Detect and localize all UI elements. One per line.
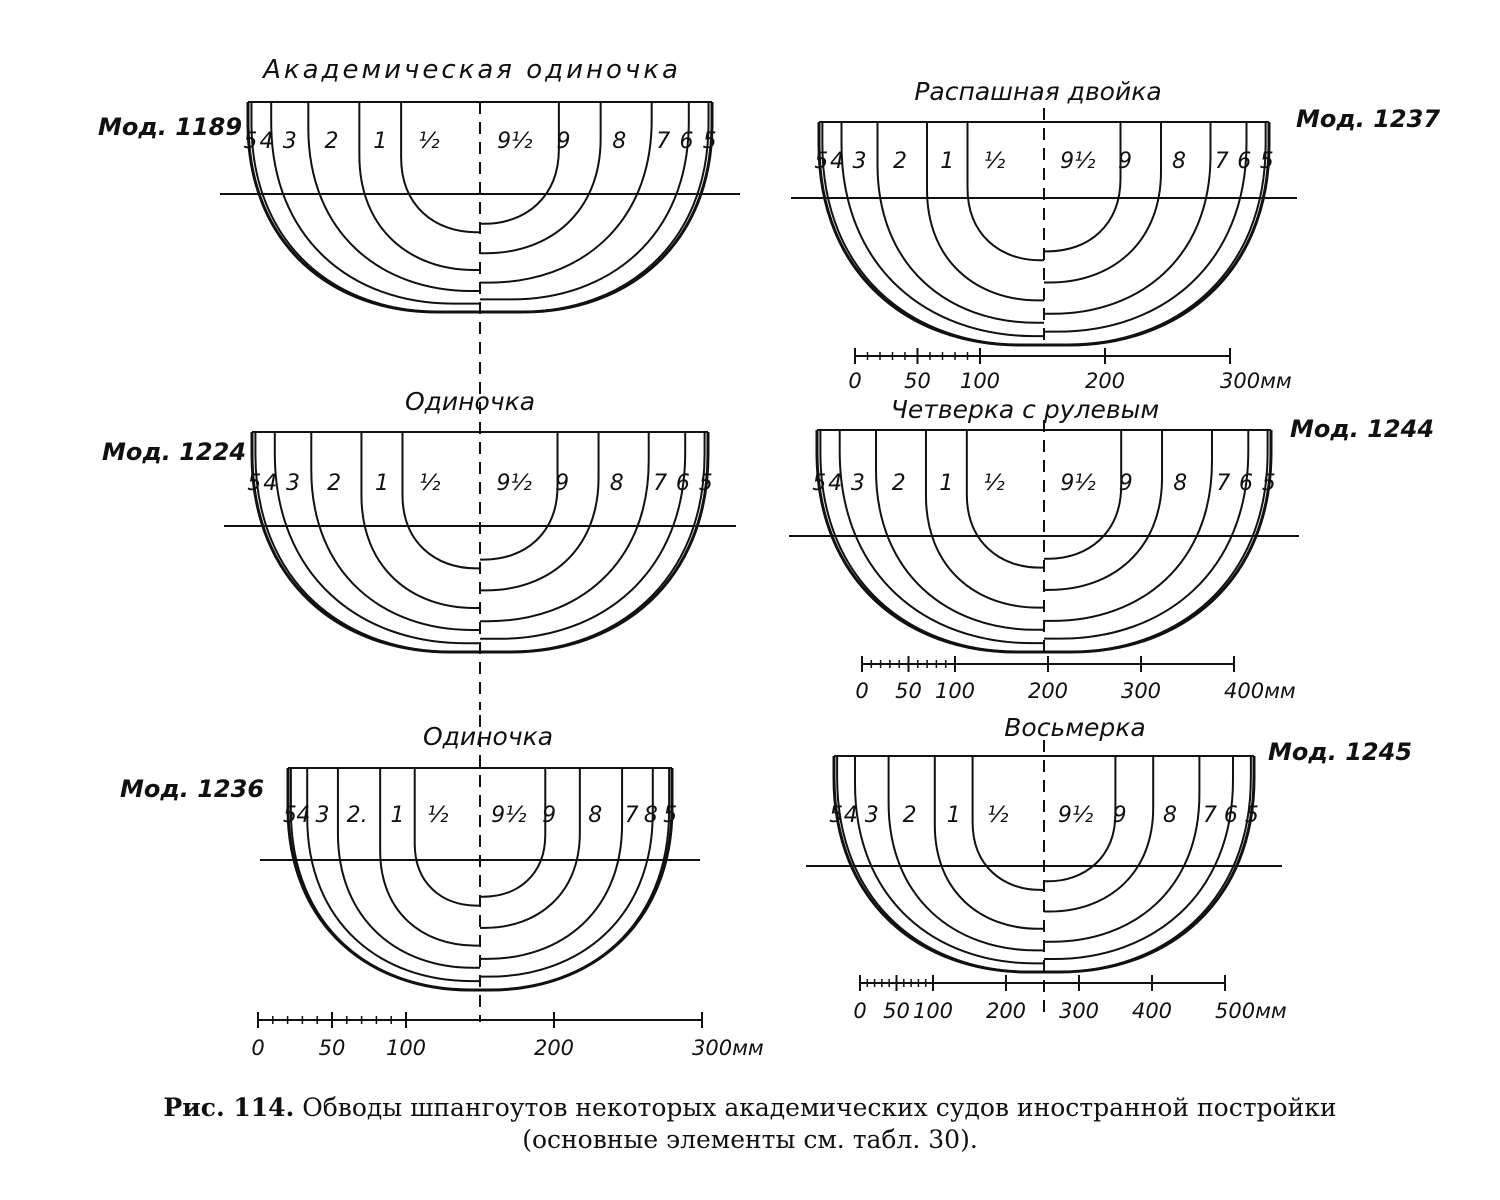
station-number-label: 2	[327, 471, 342, 496]
station-number-label: 9½	[497, 129, 533, 154]
station-number-label: 9	[555, 471, 570, 496]
station-number-label: 7	[624, 803, 639, 828]
model-label: Мод. 1245	[1268, 738, 1413, 766]
frame-station-9	[1044, 756, 1199, 942]
station-number-label: 1	[373, 129, 388, 154]
frame-station-5	[380, 768, 480, 946]
station-number-label: 4	[843, 803, 858, 828]
station-number-label: 4	[830, 149, 844, 174]
frame-station-6	[968, 122, 1045, 260]
station-number-label: 8	[1173, 471, 1188, 496]
frame-station-5	[359, 102, 480, 270]
frame-station-10	[1044, 430, 1248, 639]
station-number-label: 9	[1118, 149, 1132, 174]
scale-bar	[251, 1012, 764, 1060]
station-number-label: 9	[1112, 803, 1127, 828]
station-number-label: 5	[1261, 471, 1276, 496]
station-number-label: 5	[243, 129, 258, 154]
panel-mod-1189	[98, 55, 740, 375]
station-number-label: 2.	[346, 803, 368, 828]
scale-tick-label: 200	[985, 999, 1027, 1023]
scale-tick-label: 0	[848, 369, 862, 393]
frame-station-10	[480, 768, 653, 977]
scale-tick-label: 300	[1058, 999, 1100, 1023]
panel-mod-1245	[806, 713, 1412, 1023]
station-number-label: 5	[1259, 149, 1274, 174]
panel-title: Одиночка	[404, 387, 536, 416]
station-number-label: 5	[247, 471, 262, 496]
station-number-label: 5	[1244, 803, 1259, 828]
panel-title: Одиночка	[422, 722, 554, 751]
station-number-label: 9½	[496, 471, 532, 496]
station-number-label: 8	[609, 471, 624, 496]
frame-station-9	[1044, 430, 1212, 621]
station-number-label: 3	[286, 471, 301, 496]
caption-line-2: (основные элементы см. табл. 30).	[522, 1125, 978, 1154]
frame-station-7	[480, 768, 545, 897]
station-number-label: 2	[891, 471, 906, 496]
station-number-label: 2	[324, 129, 339, 154]
scale-tick-label: 50	[904, 369, 931, 393]
station-number-label: 6	[1239, 471, 1254, 496]
station-number-label: 5	[812, 471, 827, 496]
scale-tick-label: 200	[1084, 369, 1126, 393]
frame-station-8	[1044, 430, 1162, 590]
scale-tick-label: 50	[318, 1036, 346, 1060]
station-number-label: 1	[939, 471, 954, 496]
scale-tick-label: 100	[912, 999, 954, 1023]
station-number-label: ½	[418, 129, 440, 154]
station-number-label: 3	[282, 129, 297, 154]
scale-tick-label: 300мм	[692, 1036, 764, 1060]
scale-tick-label: 50	[895, 679, 922, 703]
station-number-label: ½	[419, 471, 441, 496]
station-number-label: 3	[850, 471, 865, 496]
station-number-label: 6	[1237, 149, 1252, 174]
panel-title: Распашная двойка	[914, 77, 1162, 106]
scale-bar	[853, 975, 1287, 1023]
frame-station-5	[926, 430, 1044, 608]
frame-station-4	[338, 768, 480, 968]
frame-station-2	[255, 432, 480, 652]
frame-station-6	[402, 432, 480, 568]
station-number-label: 9½	[1060, 149, 1096, 174]
station-number-label: 7	[653, 471, 668, 496]
model-label: Мод. 1244	[1290, 415, 1435, 443]
frame-station-8	[1044, 122, 1161, 283]
station-number-label: 5	[702, 129, 717, 154]
station-number-label: 3	[852, 149, 867, 174]
station-number-label: 3	[315, 803, 330, 828]
scale-tick-label: 100	[385, 1036, 427, 1060]
station-number-label: 4	[263, 471, 278, 496]
frame-station-6	[415, 768, 480, 906]
station-number-label: 1	[374, 471, 389, 496]
station-number-label: 6	[679, 129, 694, 154]
scale-tick-label: 200	[533, 1036, 575, 1060]
scale-tick-label: 400мм	[1224, 679, 1296, 703]
station-number-label: 1	[390, 803, 405, 828]
scale-bar	[855, 656, 1296, 703]
scale-bar	[848, 348, 1292, 393]
frame-station-2	[291, 768, 480, 990]
frame-station-8	[1044, 756, 1153, 912]
panel-mod-1224	[102, 382, 736, 710]
station-number-label: 8	[588, 803, 603, 828]
station-number-label: 9	[556, 129, 571, 154]
frame-station-8	[480, 102, 601, 253]
station-number-label: 8	[1163, 803, 1177, 828]
frame-station-8	[480, 768, 580, 928]
frame-station-6	[967, 430, 1044, 568]
station-number-label: 5	[814, 149, 829, 174]
caption-text: Обводы шпангоутов некоторых академических судов иностранной постройки	[302, 1093, 1337, 1122]
scale-tick-label: 400	[1131, 999, 1173, 1023]
panel-title: Академическая одиночка	[263, 55, 681, 85]
station-number-label: 9	[542, 803, 557, 828]
frame-station-7	[480, 102, 559, 224]
model-label: Мод. 1224	[102, 438, 247, 466]
station-number-label: 7	[1214, 149, 1229, 174]
station-number-label: ½	[983, 471, 1005, 496]
scale-tick-label: 0	[855, 679, 869, 703]
frame-station-10	[1044, 756, 1233, 959]
scale-tick-label: 500мм	[1215, 999, 1287, 1023]
frame-station-5	[361, 432, 480, 608]
station-number-label: 6	[675, 471, 690, 496]
station-number-label: 9½	[491, 803, 527, 828]
panel-title: Восьмерка	[1004, 713, 1146, 742]
station-number-label: 8	[643, 803, 658, 828]
scale-tick-label: 100	[959, 369, 1001, 393]
station-number-label: 9½	[1060, 471, 1096, 496]
scale-tick-label: 50	[883, 999, 910, 1023]
caption-line-1	[0, 1092, 1500, 1124]
frame-station-3	[855, 756, 1044, 963]
frame-station-3	[307, 768, 480, 981]
frame-station-7	[1044, 122, 1121, 251]
scale-tick-label: 300мм	[1220, 369, 1292, 393]
model-label: Мод. 1237	[1296, 105, 1441, 133]
caption-prefix: Рис. 114.	[163, 1093, 295, 1122]
scale-tick-label: 100	[934, 679, 976, 703]
figure-caption	[0, 1092, 1500, 1156]
station-number-label: 7	[1216, 471, 1231, 496]
panel-mod-1236	[120, 715, 764, 1060]
station-number-label: ½	[983, 149, 1006, 174]
panel-title: Четверка с рулевым	[890, 395, 1160, 424]
scale-tick-label: 300	[1120, 679, 1162, 703]
station-number-label: 5	[663, 803, 678, 828]
scale-tick-label: 0	[853, 999, 867, 1023]
station-number-label: 2	[902, 803, 917, 828]
station-number-label: 2	[893, 149, 907, 174]
frame-station-3	[275, 432, 480, 643]
station-number-label: ½	[987, 803, 1009, 828]
panel-mod-1237	[791, 77, 1440, 393]
panel-mod-1244	[789, 395, 1434, 703]
station-number-label: 9½	[1057, 803, 1094, 828]
station-number-label: 4	[296, 803, 311, 828]
scale-tick-label: 200	[1027, 679, 1069, 703]
station-number-label: 8	[1172, 149, 1186, 174]
model-label: Мод. 1236	[120, 775, 265, 803]
frame-station-6	[401, 102, 480, 232]
frame-station-5	[935, 756, 1044, 929]
scale-tick-label: 0	[251, 1036, 265, 1060]
station-number-label: 5	[698, 471, 713, 496]
frame-station-9	[480, 768, 622, 959]
station-number-label: 4	[259, 129, 274, 154]
station-number-label: 4	[828, 471, 843, 496]
station-number-label: 8	[612, 129, 627, 154]
model-label: Мод. 1189	[98, 113, 243, 141]
station-number-label: 1	[946, 803, 961, 828]
frame-station-10	[480, 432, 685, 639]
frame-station-8	[480, 432, 599, 590]
station-number-label: 5	[829, 803, 844, 828]
station-number-label: 1	[940, 149, 955, 174]
station-number-label: 7	[656, 129, 671, 154]
station-number-label: 9	[1118, 471, 1133, 496]
station-number-label: 6	[1223, 803, 1238, 828]
station-number-label: 3	[864, 803, 879, 828]
station-number-label: 5	[282, 803, 297, 828]
station-number-label: 7	[1202, 803, 1217, 828]
station-number-label: ½	[427, 803, 449, 828]
